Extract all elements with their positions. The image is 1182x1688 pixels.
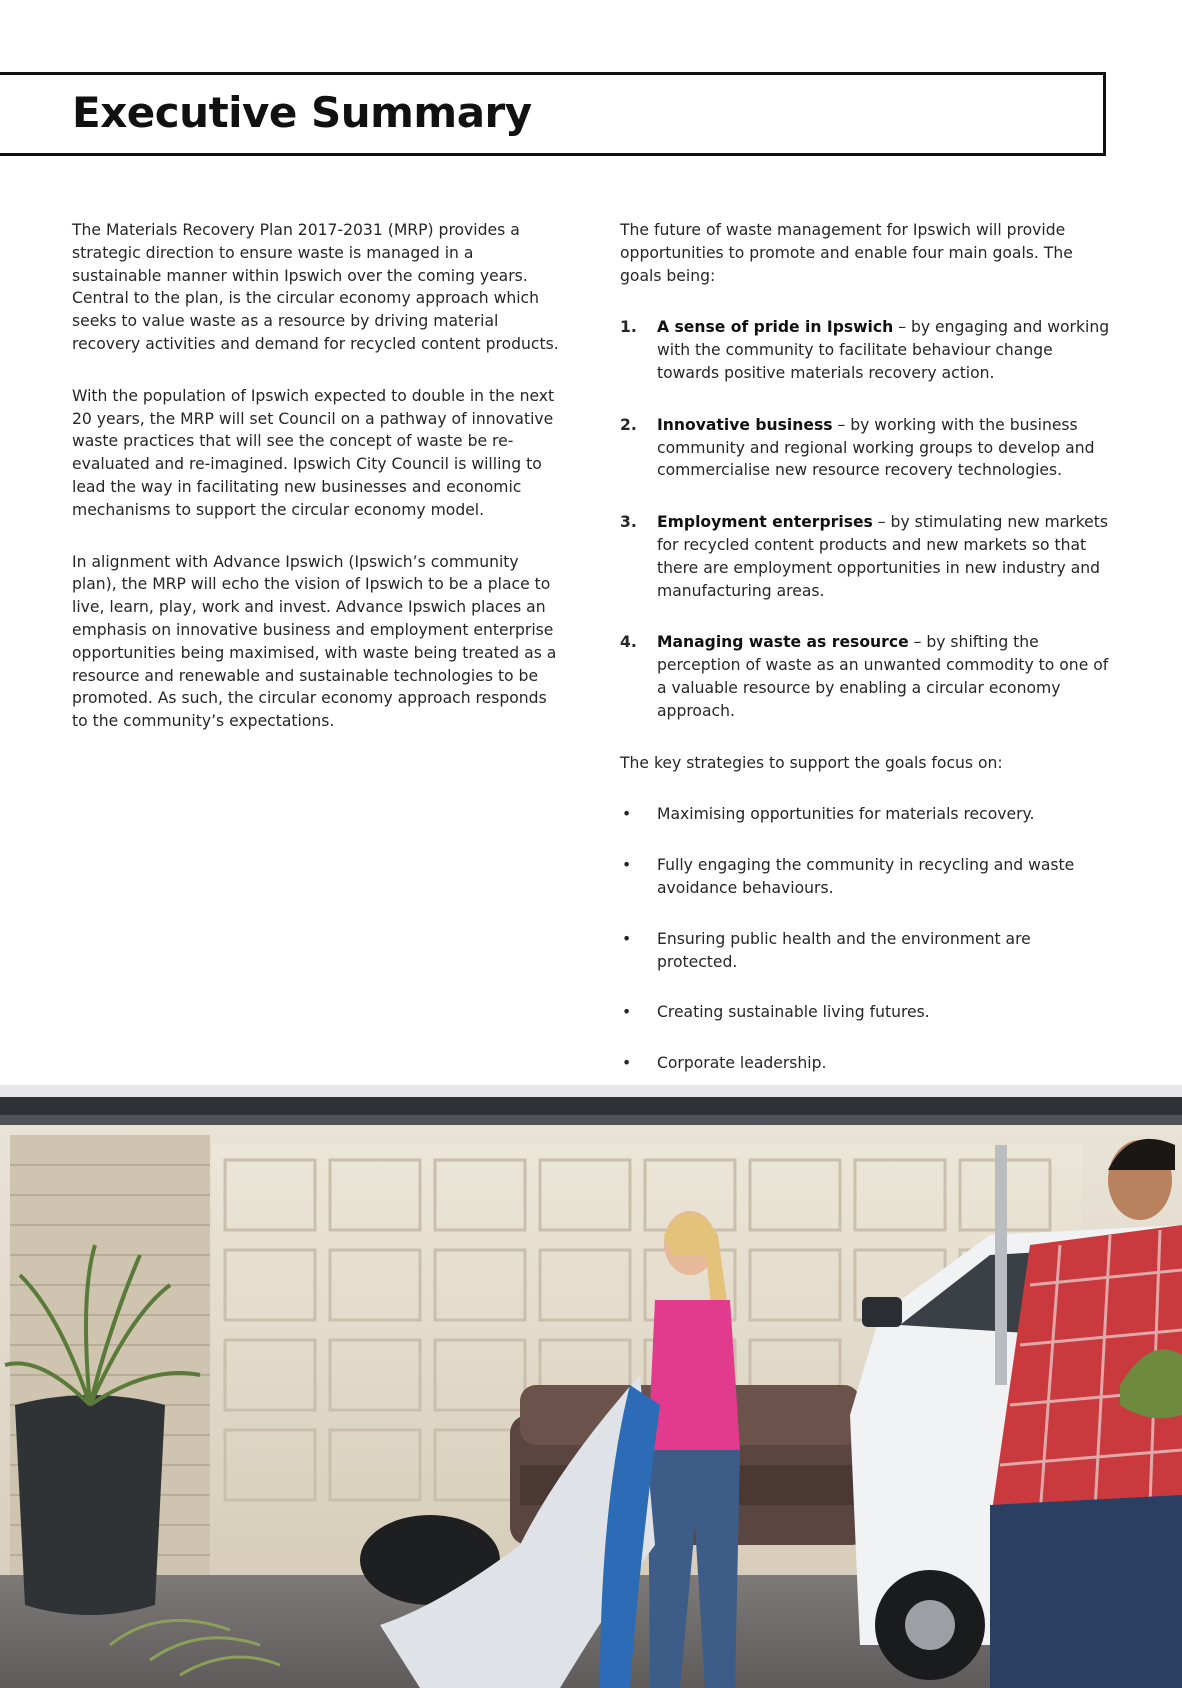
strategy-text: Ensuring public health and the environment are protected.	[657, 929, 1031, 971]
paragraph: In alignment with Advance Ipswich (Ipswich’s community plan), the MRP will echo the vision of Ipswich to be a place to live, learn, play, work and invest. Advance Ipswich places an emphasis on innovative business and employment enterprise opportunities being maximised, with waste being treated as a resource and renewable and sustainable technologies to be promoted. As such, the circular economy approach responds to the community’s expectations.	[72, 552, 557, 731]
goal-text: – by working with the business community and regional working groups to develop and commercialise new resource recovery technologies.	[657, 415, 1095, 480]
goal-title: A sense of pride in Ipswich	[657, 318, 894, 337]
goal-number: 1.	[620, 318, 637, 337]
list-item	[620, 803, 1110, 826]
strategy-text: Corporate leadership.	[657, 1054, 827, 1073]
woman-top	[648, 1300, 740, 1450]
goal-number: 4.	[620, 633, 637, 652]
bullet-icon: •	[622, 929, 632, 948]
list-item	[620, 928, 1110, 974]
page-title: Executive Summary	[72, 88, 532, 137]
man-jeans	[990, 1495, 1182, 1688]
goal-item	[620, 414, 1110, 482]
goals-intro: The future of waste management for Ipswich will provide opportunities to promote and enable four main goals. The goals being:	[620, 221, 1073, 285]
goal-item	[620, 631, 1110, 722]
truck-rack	[995, 1145, 1007, 1385]
bullet-icon: •	[622, 805, 632, 824]
right-column	[620, 219, 1110, 1103]
left-column	[72, 219, 562, 762]
list-item	[620, 1052, 1110, 1075]
goal-title: Employment enterprises	[657, 513, 873, 532]
goal-number: 3.	[620, 513, 637, 532]
bullet-icon: •	[622, 1003, 632, 1022]
goal-text: – by stimulating new markets for recycled content products and new markets so that there are employment opportunities in new industry and manufacturing areas.	[657, 513, 1109, 600]
gutter	[0, 1115, 1182, 1125]
list-item	[620, 1001, 1110, 1024]
strategy-text: Creating sustainable living futures.	[657, 1003, 930, 1022]
goal-item	[620, 511, 1110, 602]
bullet-icon: •	[622, 856, 632, 875]
strategy-text: Fully engaging the community in recycling and waste avoidance behaviours.	[657, 856, 1075, 897]
strategies-list	[620, 803, 1110, 1075]
bullet-icon: •	[622, 1054, 632, 1073]
goal-title: Innovative business	[657, 415, 833, 434]
paragraph: The Materials Recovery Plan 2017-2031 (MRP) provides a strategic direction to ensure waste is managed in a sustainable manner within Ipswich over the coming years. Central to the plan, is the circular economy approach which seeks to value waste as a resource by driving material recovery activities and demand for recycled content products.	[72, 221, 559, 353]
truck-hub	[905, 1600, 955, 1650]
cover-photo	[0, 1085, 1182, 1688]
list-item	[620, 854, 1110, 900]
goal-text: – by shifting the perception of waste as an unwanted commodity to one of a valuable resource by enabling a circular economy approach.	[657, 633, 1109, 720]
paragraph: With the population of Ipswich expected to double in the next 20 years, the MRP will set Council on a pathway of innovative waste practices that will see the concept of waste be re-evaluated and re-imagined. Ipswich City Council is willing to lead the way in facilitating new businesses and economic mechanisms to support the circular economy model.	[72, 386, 555, 519]
goal-title: Managing waste as resource	[657, 633, 909, 652]
truck-mirror	[862, 1297, 902, 1327]
strategy-text: Maximising opportunities for materials recovery.	[657, 805, 1035, 824]
goal-item	[620, 316, 1110, 384]
strategies-intro: The key strategies to support the goals focus on:	[620, 753, 1003, 772]
plant-pot	[15, 1395, 165, 1615]
goal-number: 2.	[620, 415, 637, 434]
goal-text: – by engaging and working with the community to facilitate behaviour change towards positive materials recovery action.	[657, 318, 1110, 382]
